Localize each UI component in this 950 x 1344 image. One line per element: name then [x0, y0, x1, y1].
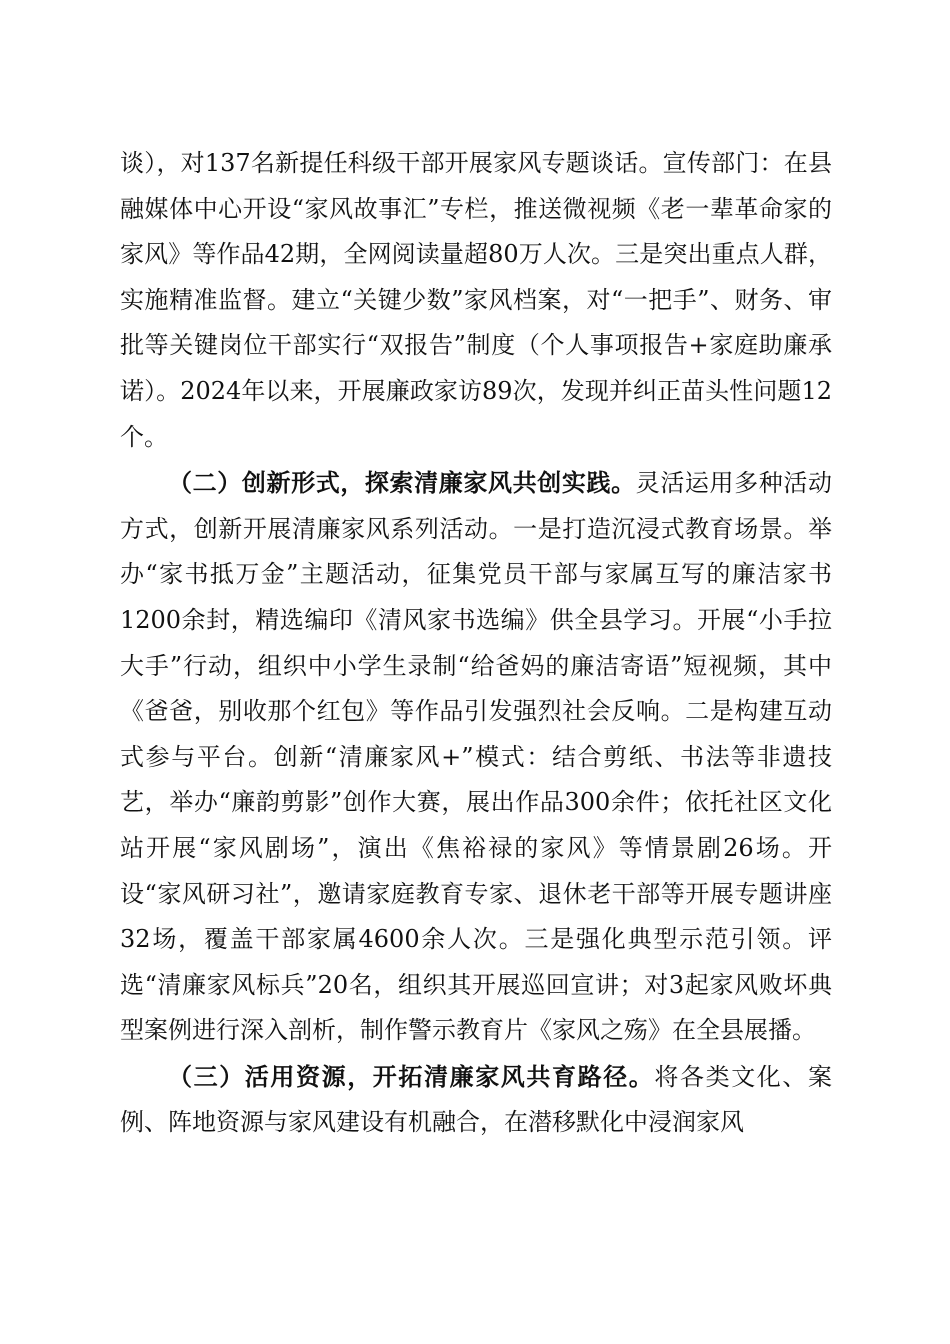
paragraph-2	[120, 460, 832, 1054]
paragraph-3-body: 将各类文化、案例、阵地资源与家风建设有机融合，在潜移默化中浸润家风	[120, 1062, 833, 1137]
paragraph-3-heading: （三）活用资源，开拓清廉家风共育路径。	[168, 1061, 655, 1091]
paragraph-2-body: 灵活运用多种活动方式，创新开展清廉家风系列活动。一是打造沉浸式教育场景。举办“家书抵万金”主题活动，征集党员干部与家属互写的廉洁家书1200余封，精选编印《清风家书选编》供全县学习。开展“小手拉大手”行动，组织中小学生录制“给爸妈的廉洁寄语”短视频，其中《爸爸，别收那个红包》等作品引发强烈社会反响。二是构建互动式参与平台。创新“清廉家风+”模式：结合剪纸、书法等非遗技艺，举办“廉韵剪影”创作大赛，展出作品300余件；依托社区文化站开展“家风剧场”，演出《焦裕禄的家风》等情景剧26场。开设“家风研习社”，邀请家庭教育专家、退休老干部等开展专题讲座32场，覆盖干部家属4600余人次。三是强化典型示范引领。评选“清廉家风标兵”20名，组织其开展巡回宣讲；对3起家风败坏典型案例进行深入剖析，制作警示教育片《家风之殇》在全县展播。	[120, 469, 833, 1045]
paragraph-3	[120, 1054, 832, 1146]
paragraph-1-body: 谈），对137名新提任科级干部开展家风专题谈话。宣传部门：在县融媒体中心开设“家风故事汇”专栏，推送微视频《老一辈革命家的家风》等作品42期，全网阅读量超80万人次。三是突出重点人群，实施精准监督。建立“关键少数”家风档案，对“一把手”、财务、审批等关键岗位干部实行“双报告”制度（个人事项报告+家庭助廉承诺）。2024年以来，开展廉政家访89次，发现并纠正苗头性问题12个。	[120, 149, 832, 451]
document-page	[120, 140, 832, 1146]
paragraph-2-heading: （二）创新形式，探索清廉家风共创实践。	[168, 468, 636, 498]
paragraph-1	[120, 140, 832, 460]
